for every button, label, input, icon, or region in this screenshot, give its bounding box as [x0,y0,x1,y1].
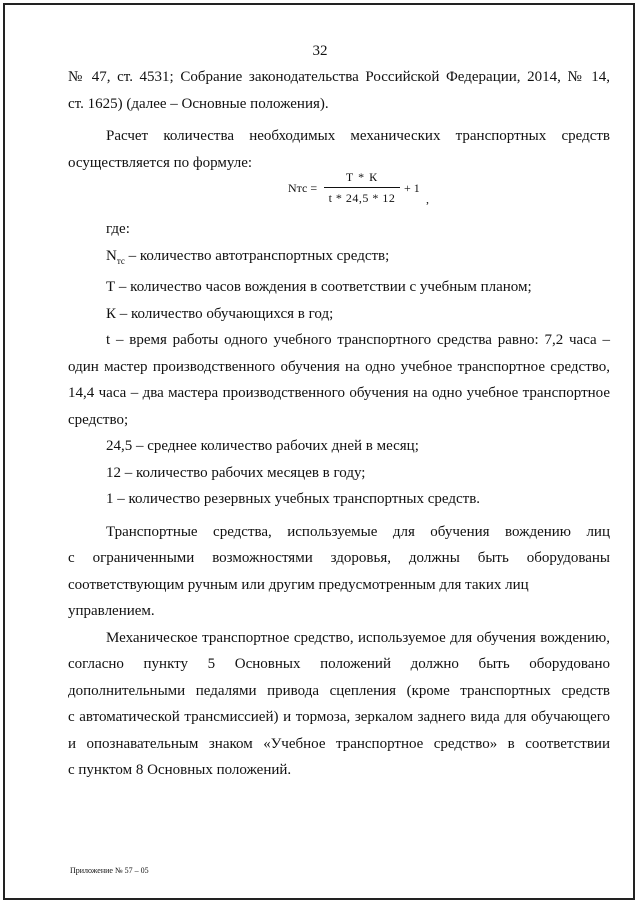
formula-numerator: Т * К [345,170,379,184]
mechanical-paragraph-cont: согласно пункту 5 Основных положений должно быть оборудовано [68,656,610,672]
formula-denominator: t * 24,5 * 12 [328,191,396,205]
mechanical-paragraph-cont: с пунктом 8 Основных положений. [68,762,292,778]
paragraph-line: осуществляется по формуле: [68,154,253,171]
definition-days: 24,5 – среднее количество рабочих дней в месяц; [106,438,419,454]
n-symbol: N [106,247,117,264]
n-text: – количество автотранспортных средств; [124,247,390,264]
paragraph-line: Расчет количества необходимых механических транспортных средств [106,128,610,144]
where-label: где: [106,221,130,237]
footer-note: Приложение № 57 – 05 [70,866,149,875]
formula-lhs: Nтс = [288,181,318,195]
paragraph-line: ст. 1625) (далее – Основные положения). [68,95,329,112]
definitions-block [68,216,610,784]
mechanical-paragraph: Механическое транспортное средство, используемое для обучения вождению, [106,629,610,646]
definition-reserve: 1 – количество резервных учебных транспортных средств. [106,491,481,507]
disability-paragraph: Транспортные средства, используемые для обучения вождению лиц [106,523,610,540]
formula-rhs: + 1 [404,181,420,195]
definition-time-cont: 14,4 часа – два мастера производственного обучения на одно учебное транспортное [68,385,610,401]
mechanical-paragraph-cont: и опознавательным знаком «Учебное транспортное средство» в соответствии [68,735,610,752]
mechanical-paragraph-cont: дополнительными педалями привода сцепления (кроме транспортных средств [68,682,610,699]
page-number: 32 [312,43,328,59]
paragraph-line: № 47, ст. 4531; Собрание законодательства Российской Федерации, 2014, № 14, [68,69,610,85]
formula-comma: , [426,192,429,206]
definition-time-cont: один мастер производственного обучения на одно учебное транспортное средство, [68,358,610,375]
disability-paragraph-cont: с ограниченными возможностями здоровья, должны быть оборудованы [68,550,610,566]
definition-k: К – количество обучающихся в год; [106,305,334,322]
definition-months: 12 – количество рабочих месяцев в году; [106,464,366,481]
disability-paragraph-cont: соответствующим ручным или другим предусмотренным для таких лиц управлением. [68,576,529,619]
intro-block [68,64,610,176]
definition-time: t – время работы одного учебного транспортного средства равно: 7,2 часа – [106,332,610,348]
n-subscript: тс [116,255,125,266]
mechanical-paragraph-cont: с автоматической трансмиссией) и тормоза, зеркалом заднего вида для обучающего [68,709,610,725]
formula-fraction [324,170,400,205]
definition-time-cont: средство; [68,411,129,428]
definition-n [68,243,610,275]
definition-t: Т – количество часов вождения в соответствии с учебным планом; [106,279,532,295]
